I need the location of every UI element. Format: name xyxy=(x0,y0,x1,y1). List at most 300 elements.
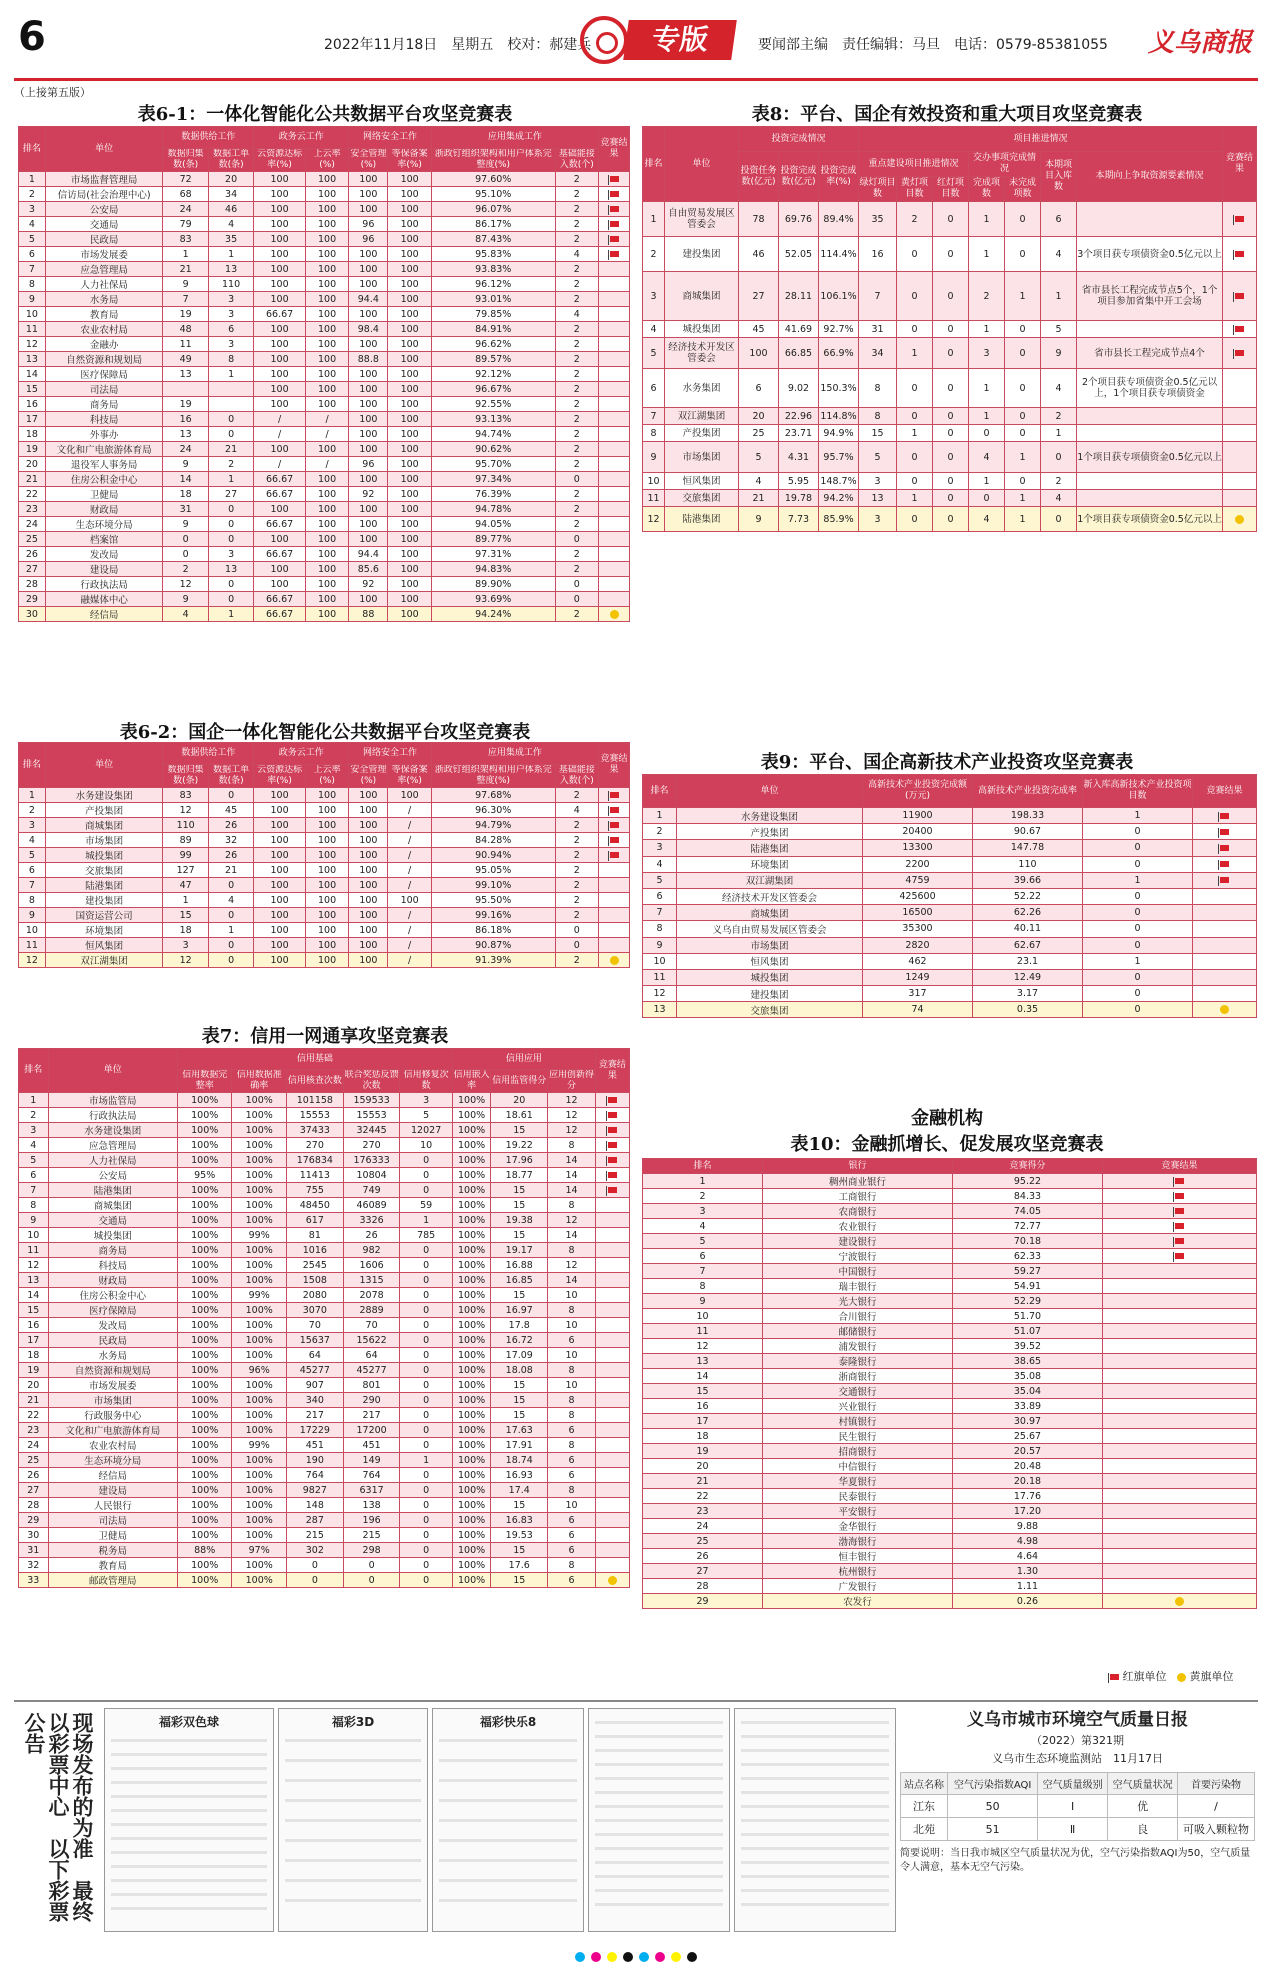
value-cell: 3 xyxy=(19,818,46,833)
unit-name-cell: 水务局 xyxy=(48,1348,177,1363)
red-flag-icon xyxy=(608,1097,617,1103)
value-cell: 24 xyxy=(19,517,46,532)
value-cell: 0 xyxy=(897,408,933,425)
value-cell: 100% xyxy=(232,1168,287,1183)
column-header: 数据归集数(条) xyxy=(163,149,208,172)
value-cell: 100% xyxy=(232,1408,287,1423)
value-cell: 2 xyxy=(555,217,598,232)
value-cell: 100 xyxy=(388,292,431,307)
value-cell: 11900 xyxy=(863,808,973,824)
result-cell xyxy=(1103,1264,1257,1279)
value-cell: 100 xyxy=(349,848,388,863)
value-cell: 22.96 xyxy=(779,408,819,425)
red-flag-icon xyxy=(608,1172,617,1178)
unit-name-cell: 陆港集团 xyxy=(677,840,863,856)
value-cell: 100% xyxy=(232,1243,287,1258)
unit-name-cell: 市场监管局 xyxy=(48,1093,177,1108)
value-cell: 100 xyxy=(739,338,779,369)
value-cell: 优 xyxy=(1108,1795,1178,1818)
lottery-box-1-title: 福彩双色球 xyxy=(158,1715,219,1729)
value-cell: 100% xyxy=(177,1138,232,1153)
unit-name-cell: 城投集团 xyxy=(665,321,739,338)
value-cell: 15 xyxy=(491,1378,548,1393)
value-cell: 6 xyxy=(1041,202,1077,237)
value-cell: 2 xyxy=(897,202,933,237)
value-cell: 3 xyxy=(643,272,665,321)
column-header: 信用数据完整率 xyxy=(177,1070,232,1093)
result-cell xyxy=(595,1558,629,1573)
unit-name-cell: 工商银行 xyxy=(763,1189,953,1204)
value-cell: 2 xyxy=(208,457,253,472)
value-cell: 2 xyxy=(555,863,598,878)
column-header: 空气污染指数AQI xyxy=(948,1773,1038,1795)
value-cell: 0 xyxy=(1005,237,1041,272)
value-cell: 17 xyxy=(19,412,46,427)
value-cell: 68 xyxy=(163,187,208,202)
value-cell: 100 xyxy=(305,502,348,517)
table-row xyxy=(643,237,1257,272)
value-cell: 100 xyxy=(305,547,348,562)
value-cell: 20.57 xyxy=(953,1444,1103,1459)
value-cell: 100 xyxy=(388,502,431,517)
value-cell: 100% xyxy=(232,1333,287,1348)
value-cell: 10 xyxy=(548,1318,596,1333)
value-cell: 12 xyxy=(163,577,208,592)
value-cell: 100% xyxy=(452,1168,491,1183)
value-cell: 462 xyxy=(863,953,973,969)
value-cell: 12 xyxy=(548,1108,596,1123)
result-cell xyxy=(1103,1444,1257,1459)
value-cell: 100 xyxy=(388,442,431,457)
table-row xyxy=(19,818,630,833)
table-row xyxy=(19,412,630,427)
unit-name-cell: 瑞丰银行 xyxy=(763,1279,953,1294)
unit-name-cell: 财政局 xyxy=(48,1273,177,1288)
table-row xyxy=(643,321,1257,338)
value-cell: 100% xyxy=(177,1363,232,1378)
table-row xyxy=(19,1363,630,1378)
value-cell: 100 xyxy=(305,953,348,968)
unit-name-cell: 市场监督管理局 xyxy=(45,172,163,187)
value-cell: 100 xyxy=(349,472,388,487)
lottery-box-1 xyxy=(104,1708,274,1932)
value-cell xyxy=(163,382,208,397)
value-cell: 1606 xyxy=(343,1258,400,1273)
unit-name-cell: 双江湖集团 xyxy=(677,872,863,888)
value-cell: 0.26 xyxy=(953,1594,1103,1609)
value-cell: 100 xyxy=(349,592,388,607)
value-cell: 100 xyxy=(388,277,431,292)
table-row xyxy=(643,1399,1257,1414)
value-cell: 100 xyxy=(388,307,431,322)
value-cell: 0 xyxy=(208,532,253,547)
value-cell: 4 xyxy=(555,247,598,262)
table-row xyxy=(19,1528,630,1543)
table-row xyxy=(19,1213,630,1228)
table-row xyxy=(19,938,630,953)
value-cell: 6 xyxy=(643,1249,763,1264)
value-cell: 38.65 xyxy=(953,1354,1103,1369)
column-header: 排名 xyxy=(643,127,665,202)
table-8 xyxy=(642,126,1257,532)
value-cell: / xyxy=(388,878,431,893)
result-cell xyxy=(595,1543,629,1558)
value-cell: 100 xyxy=(305,532,348,547)
value-cell: 100 xyxy=(305,803,348,818)
value-cell: 0 xyxy=(400,1303,452,1318)
value-cell: 100% xyxy=(232,1198,287,1213)
value-cell: 66.67 xyxy=(254,487,306,502)
lottery-box-2-title: 福彩3D xyxy=(331,1715,375,1729)
red-flag-icon xyxy=(608,1157,617,1163)
value-cell: 28.11 xyxy=(779,272,819,321)
value-cell: 13 xyxy=(163,367,208,382)
value-cell: 100% xyxy=(452,1228,491,1243)
value-cell: 100 xyxy=(305,818,348,833)
value-cell: 8 xyxy=(19,277,46,292)
value-cell: 95.83% xyxy=(431,247,555,262)
value-cell: 0 xyxy=(400,1498,452,1513)
value-cell: 100% xyxy=(452,1408,491,1423)
value-cell: 1 xyxy=(643,202,665,237)
value-cell: 100% xyxy=(232,1093,287,1108)
value-cell: 100% xyxy=(177,1153,232,1168)
value-cell: 12 xyxy=(643,1339,763,1354)
value-cell: 100% xyxy=(177,1513,232,1528)
result-cell xyxy=(1223,490,1257,507)
result-cell xyxy=(599,337,630,352)
table-row xyxy=(643,905,1257,921)
value-cell: 0 xyxy=(286,1573,343,1588)
value-cell: 2 xyxy=(555,262,598,277)
table-row xyxy=(19,1183,630,1198)
value-cell: 20 xyxy=(19,1378,49,1393)
value-cell: 0 xyxy=(1083,921,1193,937)
value-cell: 7 xyxy=(859,272,897,321)
value-cell: 0 xyxy=(1005,425,1041,442)
unit-name-cell: 经信局 xyxy=(48,1468,177,1483)
red-flag-icon xyxy=(1235,251,1244,257)
result-cell xyxy=(595,1483,629,1498)
value-cell: 100 xyxy=(305,848,348,863)
value-cell: 9 xyxy=(163,517,208,532)
value-cell: 7 xyxy=(643,905,677,921)
value-cell: 15 xyxy=(491,1393,548,1408)
value-cell: 100% xyxy=(232,1303,287,1318)
value-cell: 100% xyxy=(452,1318,491,1333)
column-header: 单位 xyxy=(45,127,163,172)
value-cell: 27 xyxy=(19,1483,49,1498)
value-cell: 0 xyxy=(1083,824,1193,840)
value-cell: 100 xyxy=(388,337,431,352)
unit-name-cell: 档案馆 xyxy=(45,532,163,547)
value-cell: 100 xyxy=(349,833,388,848)
table-row xyxy=(19,607,630,622)
value-cell: 1 xyxy=(1083,872,1193,888)
unit-name-cell: 司法局 xyxy=(48,1513,177,1528)
value-cell: 11 xyxy=(163,337,208,352)
result-cell xyxy=(599,592,630,607)
value-cell: 2200 xyxy=(863,856,973,872)
value-cell: 100 xyxy=(349,442,388,457)
value-cell: 3 xyxy=(163,938,208,953)
value-cell: 2889 xyxy=(343,1303,400,1318)
value-cell: 24 xyxy=(163,442,208,457)
result-cell xyxy=(599,562,630,577)
value-cell: 94.4 xyxy=(349,292,388,307)
value-cell: 3070 xyxy=(286,1303,343,1318)
value-cell: 34 xyxy=(208,187,253,202)
column-header: 等保备案率(%) xyxy=(388,765,431,788)
unit-name-cell: 商城集团 xyxy=(665,272,739,321)
value-cell: 50 xyxy=(948,1795,1038,1818)
result-cell xyxy=(599,307,630,322)
unit-name-cell: 公安局 xyxy=(45,202,163,217)
unit-name-cell: 民政局 xyxy=(45,232,163,247)
value-cell: 46 xyxy=(739,237,779,272)
table-row xyxy=(901,1818,1255,1841)
value-cell: 764 xyxy=(286,1468,343,1483)
value-cell: 95% xyxy=(177,1168,232,1183)
value-cell: 100 xyxy=(254,893,306,908)
value-cell: 100% xyxy=(452,1483,491,1498)
value-cell: 95.22 xyxy=(953,1174,1103,1189)
column-header: 黄灯项目数 xyxy=(897,177,933,202)
value-cell: 2 xyxy=(555,427,598,442)
value-cell: 148 xyxy=(286,1498,343,1513)
value-cell: 1 xyxy=(897,490,933,507)
value-cell: 100% xyxy=(232,1483,287,1498)
result-cell xyxy=(595,1453,629,1468)
value-cell: 100% xyxy=(232,1183,287,1198)
value-cell: 2 xyxy=(555,457,598,472)
value-cell: 45277 xyxy=(343,1363,400,1378)
value-cell: 1 xyxy=(643,808,677,824)
column-group-header: 重点建设项目推进情况 xyxy=(859,152,969,177)
value-cell: 0 xyxy=(208,878,253,893)
value-cell: 94.9% xyxy=(819,425,859,442)
table-row xyxy=(643,1339,1257,1354)
result-cell xyxy=(599,442,630,457)
value-cell: 9.02 xyxy=(779,369,819,408)
value-cell: 100 xyxy=(305,352,348,367)
value-cell: 52.29 xyxy=(953,1294,1103,1309)
unit-name-cell: 司法局 xyxy=(45,382,163,397)
value-cell: 100% xyxy=(177,1273,232,1288)
table-row xyxy=(643,1369,1257,1384)
value-cell: 100 xyxy=(388,427,431,442)
value-cell: 100 xyxy=(305,487,348,502)
value-cell: 2 xyxy=(555,337,598,352)
value-cell: 12027 xyxy=(400,1123,452,1138)
unit-name-cell: 水务建设集团 xyxy=(48,1123,177,1138)
value-cell: 66.67 xyxy=(254,607,306,622)
value-cell: 85.9% xyxy=(819,507,859,532)
value-cell: 0 xyxy=(400,1333,452,1348)
value-cell: 100 xyxy=(254,172,306,187)
value-cell: 0 xyxy=(897,321,933,338)
value-cell: 14 xyxy=(19,1288,49,1303)
value-cell: 18 xyxy=(163,923,208,938)
value-cell: 15637 xyxy=(286,1333,343,1348)
red-flag-icon xyxy=(1110,1674,1119,1680)
value-cell: 127 xyxy=(163,863,208,878)
value-cell: 0 xyxy=(400,1258,452,1273)
value-cell: 23.1 xyxy=(973,953,1083,969)
result-cell xyxy=(595,1423,629,1438)
value-cell: 9 xyxy=(643,442,665,473)
unit-name-cell: 合川银行 xyxy=(763,1309,953,1324)
value-cell: 1508 xyxy=(286,1273,343,1288)
value-cell: 96.30% xyxy=(431,803,555,818)
table-6-1-title: 表6-1：一体化智能化公共数据平台攻坚竞赛表 xyxy=(137,104,513,125)
value-cell: 1 xyxy=(969,369,1005,408)
table-row xyxy=(19,427,630,442)
value-cell: 0 xyxy=(1083,856,1193,872)
value-cell: 1 xyxy=(400,1453,452,1468)
red-flag-icon xyxy=(608,1187,617,1193)
table-row xyxy=(19,1483,630,1498)
yellow-dot-icon xyxy=(610,610,619,619)
red-flag-icon xyxy=(1175,1208,1184,1214)
value-cell: 100% xyxy=(232,1378,287,1393)
value-cell: 100% xyxy=(232,1498,287,1513)
unit-name-cell: 民政局 xyxy=(48,1333,177,1348)
value-cell: 96.67% xyxy=(431,382,555,397)
value-cell: 3 xyxy=(643,1204,763,1219)
value-cell: 100 xyxy=(388,532,431,547)
value-cell: 2 xyxy=(163,562,208,577)
value-cell: 1 xyxy=(643,1174,763,1189)
value-cell: 23 xyxy=(643,1504,763,1519)
value-cell: 100 xyxy=(349,277,388,292)
column-header: 绿灯项目数 xyxy=(859,177,897,202)
value-cell: 12 xyxy=(548,1123,596,1138)
table-row xyxy=(643,953,1257,969)
unit-name-cell: 卫健局 xyxy=(45,487,163,502)
value-cell: 26 xyxy=(208,848,253,863)
value-cell: 4 xyxy=(19,833,46,848)
value-cell: 100 xyxy=(305,172,348,187)
table-row xyxy=(643,1519,1257,1534)
result-cell xyxy=(1223,473,1257,490)
result-cell xyxy=(1193,986,1257,1002)
value-cell: 7 xyxy=(643,408,665,425)
value-cell: 100 xyxy=(305,292,348,307)
value-cell: 17.20 xyxy=(953,1504,1103,1519)
result-cell xyxy=(599,893,630,908)
value-cell: 26 xyxy=(208,818,253,833)
value-cell: 84.28% xyxy=(431,833,555,848)
value-cell: 17.96 xyxy=(491,1153,548,1168)
result-cell xyxy=(595,1138,629,1153)
value-cell: 110 xyxy=(973,856,1083,872)
value-cell: 17.8 xyxy=(491,1318,548,1333)
table-row xyxy=(19,397,630,412)
result-cell xyxy=(595,1378,629,1393)
unit-name-cell: 市场集团 xyxy=(677,937,863,953)
value-cell: 100 xyxy=(388,893,431,908)
red-flag-icon xyxy=(1220,813,1229,819)
result-cell xyxy=(1223,237,1257,272)
unit-name-cell: 城投集团 xyxy=(677,969,863,985)
table-row xyxy=(19,1543,630,1558)
value-cell: 0 xyxy=(400,1528,452,1543)
value-cell: 16.93 xyxy=(491,1468,548,1483)
value-cell: 6 xyxy=(208,322,253,337)
value-cell: 100 xyxy=(388,202,431,217)
result-cell xyxy=(1103,1399,1257,1414)
value-cell: 33.89 xyxy=(953,1399,1103,1414)
value-cell: 100 xyxy=(254,397,306,412)
value-cell: 0 xyxy=(1083,969,1193,985)
value-cell: 25 xyxy=(643,1534,763,1549)
value-cell: 4 xyxy=(555,803,598,818)
value-cell: 2 xyxy=(1041,408,1077,425)
value-cell: 0 xyxy=(163,532,208,547)
value-cell: 100 xyxy=(254,953,306,968)
red-flag-icon xyxy=(610,236,619,242)
result-cell xyxy=(1193,824,1257,840)
value-cell: 0 xyxy=(208,938,253,953)
column-header: 单位 xyxy=(677,775,863,808)
table-row xyxy=(19,1348,630,1363)
value-cell: 25 xyxy=(739,425,779,442)
value-cell: 0 xyxy=(933,473,969,490)
value-cell: 88% xyxy=(177,1543,232,1558)
unit-name-cell: 泰隆银行 xyxy=(763,1354,953,1369)
value-cell: 25 xyxy=(19,532,46,547)
value-cell: / xyxy=(388,833,431,848)
value-cell: 100 xyxy=(388,262,431,277)
result-cell xyxy=(599,247,630,262)
value-cell: 147.78 xyxy=(973,840,1083,856)
red-flag-icon xyxy=(610,852,619,858)
value-cell: 22 xyxy=(19,1408,49,1423)
value-cell: 100% xyxy=(452,1093,491,1108)
value-cell: 0 xyxy=(933,442,969,473)
result-cell xyxy=(595,1363,629,1378)
value-cell: 4 xyxy=(1041,369,1077,408)
value-cell: 100 xyxy=(254,352,306,367)
value-cell: 28 xyxy=(643,1579,763,1594)
result-cell xyxy=(1193,808,1257,824)
value-cell: 29 xyxy=(19,592,46,607)
value-cell: 0 xyxy=(933,338,969,369)
value-cell: 0 xyxy=(933,408,969,425)
value-cell: 100 xyxy=(388,487,431,502)
value-cell: 89.57% xyxy=(431,352,555,367)
result-cell xyxy=(1103,1324,1257,1339)
result-cell xyxy=(1103,1174,1257,1189)
result-cell xyxy=(1103,1594,1257,1609)
result-cell xyxy=(1193,872,1257,888)
value-cell: 16500 xyxy=(863,905,973,921)
table-row xyxy=(19,487,630,502)
unit-name-cell: 信访局(社会治理中心) xyxy=(45,187,163,202)
red-flag-icon xyxy=(610,837,619,843)
result-cell xyxy=(1193,953,1257,969)
value-cell: 100 xyxy=(305,187,348,202)
red-flag-icon xyxy=(610,191,619,197)
value-cell: 0 xyxy=(1005,321,1041,338)
unit-name-cell: 商务局 xyxy=(48,1243,177,1258)
unit-name-cell: 水务局 xyxy=(45,292,163,307)
unit-name-cell: 建设银行 xyxy=(763,1234,953,1249)
value-cell: 21 xyxy=(19,1393,49,1408)
value-cell: 24 xyxy=(19,1438,49,1453)
value-cell: 0 xyxy=(1041,442,1077,473)
